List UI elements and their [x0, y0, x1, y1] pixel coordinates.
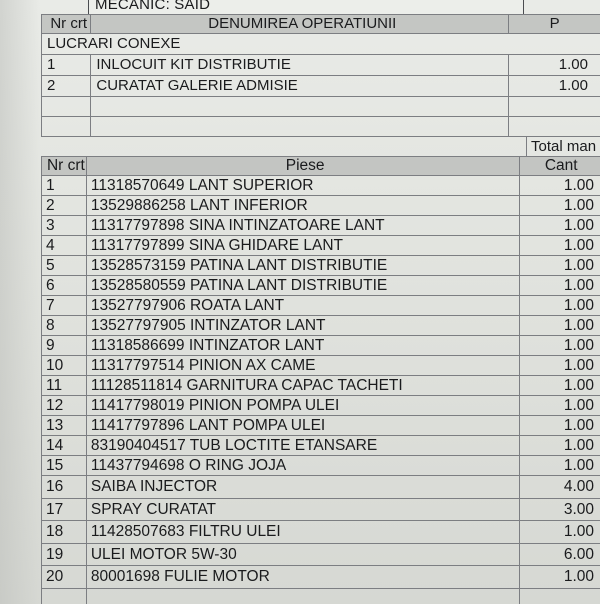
- part-nr: 13: [42, 416, 87, 436]
- part-nr: 14: [42, 436, 87, 456]
- part-name: 13527797905 INTINZATOR LANT: [86, 316, 520, 336]
- table-row: [42, 276, 600, 296]
- part-nr: 17: [42, 498, 87, 521]
- part-qty: 1.00: [520, 316, 600, 336]
- table-row: [42, 296, 600, 316]
- page-shadow: [0, 0, 40, 604]
- table-row: [42, 416, 600, 436]
- parts-header-row: [42, 157, 600, 176]
- operations-section-row: [42, 34, 600, 55]
- operation-name: CURATAT GALERIE ADMISIE: [91, 76, 509, 97]
- empty-row: [42, 117, 600, 137]
- table-row: [42, 55, 600, 76]
- part-name: 13528573159 PATINA LANT DISTRIBUTIE: [86, 256, 520, 276]
- table-row: [42, 336, 600, 356]
- parts-header-nr: Nr crt: [42, 157, 87, 176]
- part-qty: 1.00: [520, 416, 600, 436]
- table-row: [42, 76, 600, 97]
- part-qty: 1.00: [520, 521, 600, 544]
- table-row: [42, 196, 600, 216]
- table-row: [42, 521, 600, 544]
- part-name: 11317797514 PINION AX CAME: [86, 356, 520, 376]
- part-nr: 9: [42, 336, 87, 356]
- part-name: 11428507683 FILTRU ULEI: [86, 521, 520, 544]
- part-nr: 20: [42, 566, 87, 589]
- table-row: [42, 456, 600, 476]
- operation-name: INLOCUIT KIT DISTRIBUTIE: [91, 55, 509, 76]
- part-nr: 4: [42, 236, 87, 256]
- part-name: 11128511814 GARNITURA CAPAC TACHETI: [86, 376, 520, 396]
- operation-p: 1.00: [509, 76, 600, 97]
- part-nr: 6: [42, 276, 87, 296]
- part-qty: 1.00: [520, 436, 600, 456]
- part-name: 13528580559 PATINA LANT DISTRIBUTIE: [86, 276, 520, 296]
- table-row: [42, 498, 600, 521]
- part-nr: 1: [42, 176, 87, 196]
- empty-row: [42, 588, 600, 604]
- operations-header-row: [42, 15, 600, 34]
- table-row: [42, 436, 600, 456]
- total-man-header: Total man: [526, 136, 600, 157]
- part-qty: 1.00: [520, 566, 600, 589]
- part-qty: 6.00: [520, 543, 600, 566]
- part-nr: 11: [42, 376, 87, 396]
- table-row: [42, 316, 600, 336]
- table-row: [42, 236, 600, 256]
- part-qty: 1.00: [520, 196, 600, 216]
- part-name: ULEI MOTOR 5W-30: [86, 543, 520, 566]
- table-row: [42, 356, 600, 376]
- part-nr: 8: [42, 316, 87, 336]
- part-qty: 4.00: [520, 476, 600, 499]
- part-name: 11317797898 SINA INTINZATOARE LANT: [86, 216, 520, 236]
- part-name: 80001698 FULIE MOTOR: [86, 566, 520, 589]
- mechanic-label: MECANIC: SAID: [95, 0, 211, 13]
- operation-nr: 2: [42, 76, 91, 97]
- part-name: 11318586699 INTINZATOR LANT: [86, 336, 520, 356]
- part-nr: 5: [42, 256, 87, 276]
- table-row: [42, 216, 600, 236]
- operations-header-name: DENUMIREA OPERATIUNII: [91, 15, 509, 34]
- part-nr: 10: [42, 356, 87, 376]
- part-qty: 1.00: [520, 216, 600, 236]
- part-qty: 3.00: [520, 498, 600, 521]
- part-name: 13529886258 LANT INFERIOR: [86, 196, 520, 216]
- table-row: [42, 376, 600, 396]
- table-row: [42, 543, 600, 566]
- part-name: 11417798019 PINION POMPA ULEI: [86, 396, 520, 416]
- part-name: 11437794698 O RING JOJA: [86, 456, 520, 476]
- part-name: 83190404517 TUB LOCTITE ETANSARE: [86, 436, 520, 456]
- part-name: 11317797899 SINA GHIDARE LANT: [86, 236, 520, 256]
- parts-table: [41, 156, 600, 604]
- operations-table: [41, 14, 600, 137]
- operation-p: 1.00: [509, 55, 600, 76]
- part-nr: 3: [42, 216, 87, 236]
- part-nr: 12: [42, 396, 87, 416]
- operations-section-title: LUCRARI CONEXE: [42, 34, 600, 55]
- part-nr: 7: [42, 296, 87, 316]
- table-row: [42, 396, 600, 416]
- table-row: [42, 256, 600, 276]
- part-qty: 1.00: [520, 256, 600, 276]
- table-row: [42, 566, 600, 589]
- part-qty: 1.00: [520, 376, 600, 396]
- operation-nr: 1: [42, 55, 91, 76]
- empty-row: [42, 97, 600, 117]
- part-qty: 1.00: [520, 396, 600, 416]
- part-name: 11318570649 LANT SUPERIOR: [86, 176, 520, 196]
- part-qty: 1.00: [520, 176, 600, 196]
- operations-header-p: P: [509, 15, 600, 34]
- part-qty: 1.00: [520, 456, 600, 476]
- part-qty: 1.00: [520, 276, 600, 296]
- part-name: 11417797896 LANT POMPA ULEI: [86, 416, 520, 436]
- part-nr: 16: [42, 476, 87, 499]
- part-nr: 15: [42, 456, 87, 476]
- part-nr: 18: [42, 521, 87, 544]
- parts-header-name: Piese: [86, 157, 520, 176]
- part-name: 13527797906 ROATA LANT: [86, 296, 520, 316]
- part-name: SPRAY CURATAT: [86, 498, 520, 521]
- part-qty: 1.00: [520, 356, 600, 376]
- table-row: [42, 176, 600, 196]
- parts-header-qty: Cant: [520, 157, 600, 176]
- part-nr: 19: [42, 543, 87, 566]
- table-row: [42, 476, 600, 499]
- part-name: SAIBA INJECTOR: [86, 476, 520, 499]
- part-qty: 1.00: [520, 336, 600, 356]
- part-qty: 1.00: [520, 296, 600, 316]
- operations-header-nr: Nr crt: [42, 15, 91, 34]
- part-qty: 1.00: [520, 236, 600, 256]
- part-nr: 2: [42, 196, 87, 216]
